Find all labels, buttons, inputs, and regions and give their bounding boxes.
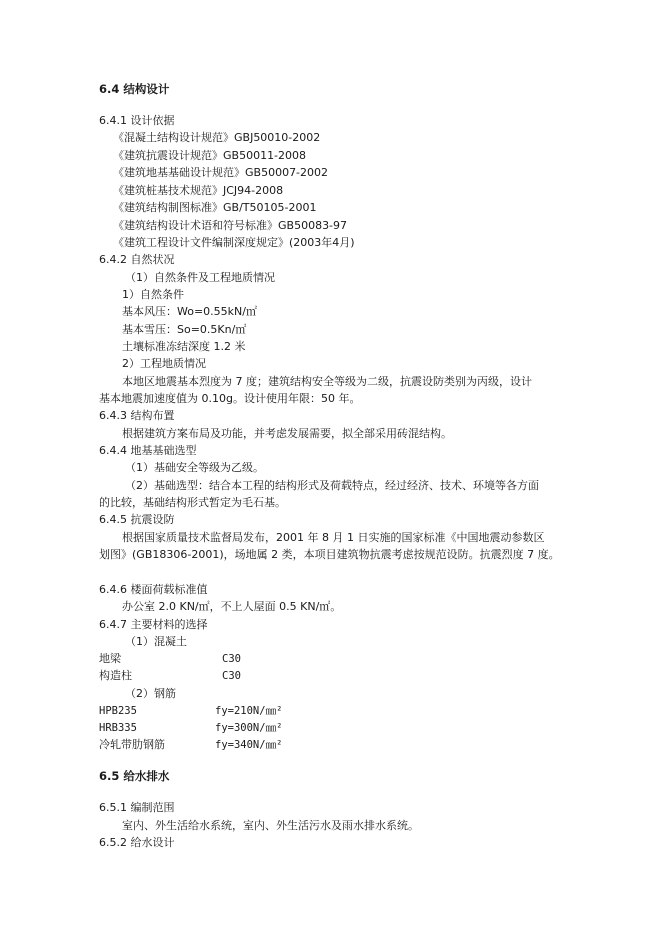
paragraph-line: 基本地震加速度值为 0.10g。设计使用年限：50 年。 [99, 392, 361, 405]
heading-6-4-4: 6.4.4 地基基础选型 [99, 444, 197, 457]
reference-item: 《建筑工程设计文件编制深度规定》(2003年4月) [113, 236, 355, 249]
reference-item: 《建筑抗震设计规范》GB50011-2008 [113, 149, 307, 162]
subheading: （1）自然条件及工程地质情况 [125, 271, 275, 284]
list-item: （1）基础安全等级为乙级。 [125, 461, 264, 474]
heading-6-5-1: 6.5.1 编制范围 [99, 801, 175, 814]
material-name: 地梁 [99, 652, 121, 665]
reference-item: 《建筑地基基础设计规范》GB50007-2002 [113, 166, 329, 179]
paragraph-line: 根据建筑方案布局及功能，并考虑发展需要，拟全部采用砖混结构。 [122, 427, 452, 440]
heading-6-4-2: 6.4.2 自然状况 [99, 253, 175, 266]
section-title-6-4: 6.4 结构设计 [99, 82, 170, 96]
material-name: 构造柱 [99, 669, 132, 682]
material-strength: fy=340N/㎜² [215, 739, 283, 751]
paragraph-line: 办公室 2.0 KN/㎡，不上人屋面 0.5 KN/㎡。 [122, 600, 342, 613]
paragraph-line: 根据国家质量技术监督局发布，2001 年 8 月 1 日实施的国家标准《中国地震动参数区 [122, 531, 545, 544]
material-strength: fy=210N/㎜² [215, 705, 283, 717]
subheading: （2）钢筋 [125, 687, 176, 700]
list-item: 1）自然条件 [122, 288, 184, 301]
list-item: 2）工程地质情况 [122, 357, 206, 370]
paragraph-line: 室内、外生活给水系统，室内、外生活污水及雨水排水系统。 [122, 819, 419, 832]
frost-depth: 土壤标准冻结深度 1.2 米 [122, 340, 246, 353]
heading-6-4-3: 6.4.3 结构布置 [99, 409, 175, 422]
material-name: 冷轧带肋钢筋 [99, 738, 165, 751]
material-strength: fy=300N/㎜² [215, 722, 283, 734]
reference-item: 《混凝土结构设计规范》GBJ50010-2002 [113, 131, 321, 144]
material-grade: C30 [222, 670, 241, 682]
reference-item: 《建筑结构设计术语和符号标准》GB50083-97 [113, 219, 348, 232]
reference-item: 《建筑桩基技术规范》JCJ94-2008 [113, 184, 284, 197]
material-name: HPB235 [99, 705, 137, 717]
material-name: HRB335 [99, 722, 137, 734]
heading-6-4-6: 6.4.6 楼面荷载标准值 [99, 583, 208, 596]
subheading: （1）混凝土 [125, 635, 187, 648]
wind-pressure: 基本风压：Wo=0.55kN/㎡ [122, 305, 257, 318]
section-title-6-5: 6.5 给水排水 [99, 769, 170, 783]
snow-pressure: 基本雪压：So=0.5Kn/㎡ [122, 323, 247, 336]
reference-item: 《建筑结构制图标准》GB/T50105-2001 [113, 201, 317, 214]
heading-6-4-1: 6.4.1 设计依据 [99, 114, 175, 127]
paragraph-line: （2）基础选型：结合本工程的结构形式及荷载特点，经过经济、技术、环境等各方面 [125, 479, 539, 492]
heading-6-4-5: 6.4.5 抗震设防 [99, 513, 175, 526]
heading-6-4-7: 6.4.7 主要材料的选择 [99, 618, 208, 631]
paragraph-line: 的比较，基础结构形式暂定为毛石基。 [99, 496, 286, 509]
heading-6-5-2: 6.5.2 给水设计 [99, 836, 175, 849]
material-grade: C30 [222, 653, 241, 665]
paragraph-line: 划图》(GB18306-2001)，场地属 2 类，本项目建筑物抗震考虑按规范设防。抗震烈度 7 度。 [99, 548, 560, 561]
paragraph-line: 本地区地震基本烈度为 7 度；建筑结构安全等级为二级，抗震设防类别为丙级，设计 [122, 375, 532, 388]
